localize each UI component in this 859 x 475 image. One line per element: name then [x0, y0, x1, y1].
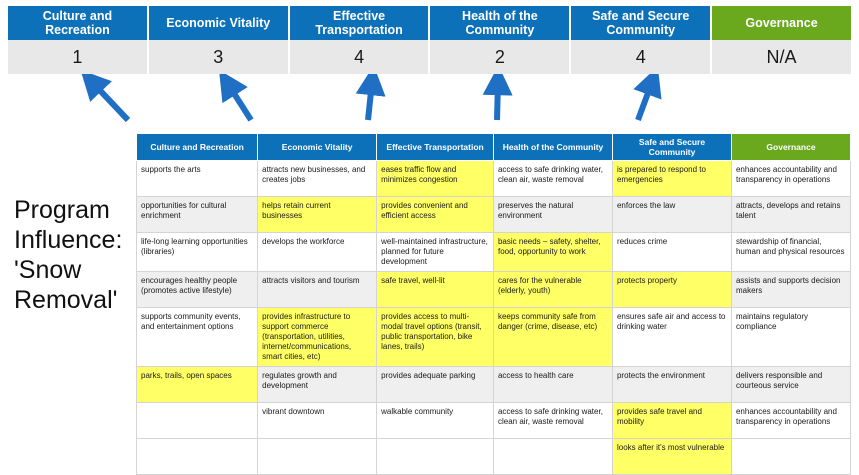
goal-criteria-matrix [136, 133, 851, 475]
matrix-cell: supports the arts [137, 161, 258, 197]
matrix-cell: enhances accountability and transparency in operations [731, 161, 850, 197]
caption-line-3: 'Snow [14, 256, 82, 284]
matrix-cell: access to safe drinking water, clean air, waste removal [493, 403, 612, 439]
score-governance: N/A [766, 46, 797, 67]
arrow-icon-effective-transportation [368, 82, 372, 120]
table-row [137, 439, 851, 475]
score-band [8, 40, 851, 74]
matrix-cell: access to health care [493, 367, 612, 403]
matrix-cell: provides access to multi-modal travel options (transit, public transportation, bike lanes, trails) [377, 308, 494, 367]
matrix-cell: stewardship of financial, human and physical resources [731, 233, 850, 272]
matrix-cell: ensures safe air and access to drinking water [612, 308, 731, 367]
matrix-header-row [137, 134, 851, 161]
table-row [137, 161, 851, 197]
matrix-cell: provides safe travel and mobility [612, 403, 731, 439]
matrix-cell: provides adequate parking [377, 367, 494, 403]
goal-header-economic-vitality: Economic Vitality [149, 6, 290, 40]
arrow-icon-health-of-the-community [497, 82, 498, 120]
matrix-cell [377, 439, 494, 475]
program-influence-caption [14, 195, 134, 315]
matrix-cell: develops the workforce [258, 233, 377, 272]
matrix-cell: opportunities for cultural enrichment [137, 197, 258, 233]
matrix-cell: protects the environment [612, 367, 731, 403]
matrix-cell: delivers responsible and courteous service [731, 367, 850, 403]
goal-header-safe-and-secure-community: Safe and Secure Community [571, 6, 712, 40]
table-row [137, 233, 851, 272]
matrix-cell: attracts visitors and tourism [258, 272, 377, 308]
matrix-cell: eases traffic flow and minimizes congestion [377, 161, 494, 197]
matrix-cell: is prepared to respond to emergencies [612, 161, 731, 197]
matrix-body [137, 161, 851, 475]
matrix-cell [258, 439, 377, 475]
matrix-cell: provides convenient and efficient access [377, 197, 494, 233]
matrix-cell: basic needs – safety, shelter, food, opportunity to work [493, 233, 612, 272]
score-health-of-the-community: 2 [430, 40, 571, 74]
matrix-header-economic-vitality: Economic Vitality [258, 134, 377, 161]
table-row [137, 272, 851, 308]
caption-line-4: Removal' [14, 286, 118, 314]
table-row [137, 308, 851, 367]
matrix-cell: regulates growth and development [258, 367, 377, 403]
matrix-cell: attracts new businesses, and creates jobs [258, 161, 377, 197]
caption-line-1: Program [14, 196, 110, 224]
matrix-cell [493, 439, 612, 475]
goal-header-band [8, 6, 851, 40]
matrix-header-culture-and-recreation: Culture and Recreation [137, 134, 258, 161]
matrix-cell: helps retain current businesses [258, 197, 377, 233]
matrix-cell: supports community events, and entertainment options [137, 308, 258, 367]
matrix-cell: safe travel, well-lit [377, 272, 494, 308]
matrix-cell: life-long learning opportunities (libraries) [137, 233, 258, 272]
matrix-cell: walkable community [377, 403, 494, 439]
matrix-cell: reduces crime [612, 233, 731, 272]
score-economic-vitality: 3 [149, 40, 290, 74]
matrix-cell: provides infrastructure to support commerce (transportation, utilities, internet/communications, smart cities, etc) [258, 308, 377, 367]
matrix-cell: assists and supports decision makers [731, 272, 850, 308]
matrix-cell: maintains regulatory compliance [731, 308, 850, 367]
matrix-cell: looks after it's most vulnerable [612, 439, 731, 475]
matrix-cell: parks, trails, open spaces [137, 367, 258, 403]
matrix-cell: encourages healthy people (promotes active lifestyle) [137, 272, 258, 308]
matrix-header-safe-and-secure-community: Safe and Secure Community [612, 134, 731, 161]
score-safe-and-secure-community: 4 [571, 40, 712, 74]
table-row [137, 197, 851, 233]
table-row [137, 403, 851, 439]
arrow-group [0, 74, 859, 136]
arrow-icon-economic-vitality [228, 84, 251, 120]
arrow-icon-safe-and-secure-community [638, 82, 652, 120]
arrow-icon-culture-and-recreation [92, 82, 128, 120]
table-row [137, 367, 851, 403]
score-effective-transportation: 4 [290, 40, 431, 74]
matrix-header-health-of-the-community: Health of the Community [493, 134, 612, 161]
matrix-cell [137, 403, 258, 439]
matrix-header-governance: Governance [731, 134, 850, 161]
matrix-cell: protects property [612, 272, 731, 308]
matrix-cell: access to safe drinking water, clean air, waste removal [493, 161, 612, 197]
matrix-cell: enhances accountability and transparency in operations [731, 403, 850, 439]
matrix-cell: enforces the law [612, 197, 731, 233]
matrix-cell: cares for the vulnerable (elderly, youth) [493, 272, 612, 308]
matrix-cell: well-maintained infrastructure, planned for future development [377, 233, 494, 272]
matrix-cell [731, 439, 850, 475]
goal-header-governance: Governance [712, 6, 851, 40]
goal-header-health-of-the-community: Health of the Community [430, 6, 571, 40]
goal-header-effective-transportation: Effective Transportation [290, 6, 431, 40]
matrix-cell: vibrant downtown [258, 403, 377, 439]
matrix-cell: keeps community safe from danger (crime, disease, etc) [493, 308, 612, 367]
goal-header-culture-and-recreation: Culture and Recreation [8, 6, 149, 40]
score-culture-and-recreation: 1 [8, 40, 149, 74]
caption-line-2: Influence: [14, 226, 123, 254]
matrix-header-effective-transportation: Effective Transportation [377, 134, 494, 161]
matrix-cell: preserves the natural environment [493, 197, 612, 233]
matrix-cell [137, 439, 258, 475]
matrix-cell: attracts, develops and retains talent [731, 197, 850, 233]
